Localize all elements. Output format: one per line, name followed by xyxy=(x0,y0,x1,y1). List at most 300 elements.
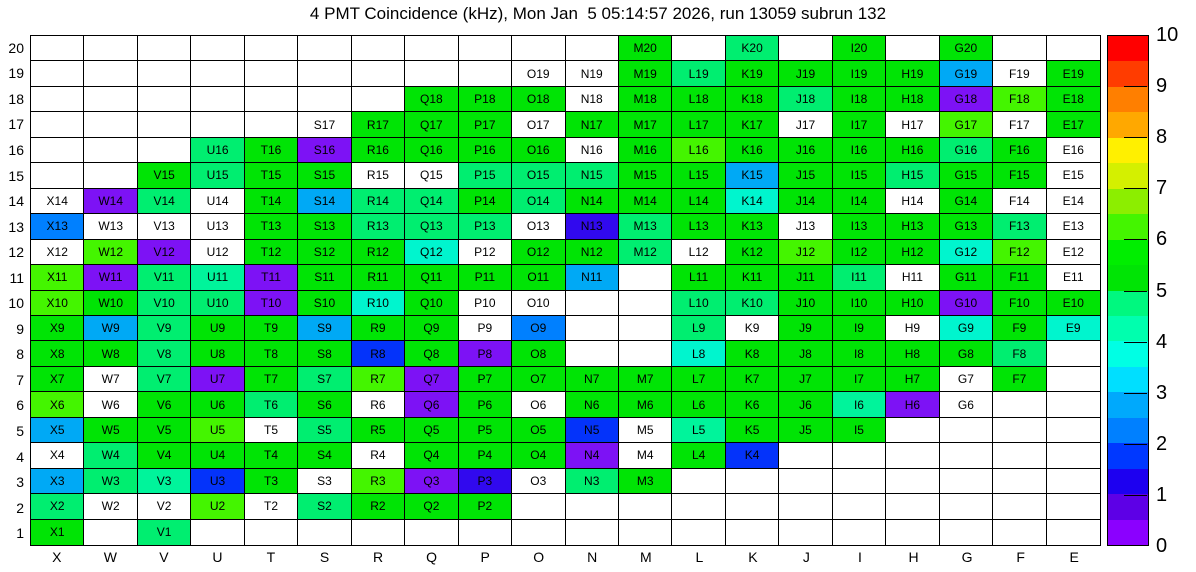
grid-cell: L14 xyxy=(672,189,725,214)
grid-cell: O8 xyxy=(512,341,565,366)
heatmap-grid xyxy=(30,35,1101,546)
grid-cell: R7 xyxy=(352,367,405,392)
grid-cell: X14 xyxy=(31,189,84,214)
grid-cell: J11 xyxy=(779,265,832,290)
grid-cell: U3 xyxy=(191,469,244,494)
grid-cell: M20 xyxy=(619,36,672,61)
grid-cell xyxy=(566,494,619,519)
grid-cell: Q2 xyxy=(405,494,458,519)
grid-cell: H13 xyxy=(886,214,939,239)
grid-cell xyxy=(31,36,84,61)
grid-cell xyxy=(1047,392,1100,417)
row-label: 11 xyxy=(9,269,24,286)
grid-cell: U5 xyxy=(191,418,244,443)
grid-cell xyxy=(84,520,137,545)
grid-cell xyxy=(1047,520,1100,545)
grid-cell: F16 xyxy=(993,138,1046,163)
grid-cell: K18 xyxy=(726,87,779,112)
grid-cell: G12 xyxy=(940,240,993,265)
grid-cell: W11 xyxy=(84,265,137,290)
row-label: 13 xyxy=(8,218,24,235)
grid-cell xyxy=(138,87,191,112)
grid-cell: M18 xyxy=(619,87,672,112)
grid-cell: K6 xyxy=(726,392,779,417)
grid-cell xyxy=(886,443,939,468)
grid-cell: T2 xyxy=(245,494,298,519)
grid-cell xyxy=(940,469,993,494)
grid-cell: J7 xyxy=(779,367,832,392)
grid-cell xyxy=(245,520,298,545)
grid-cell: S13 xyxy=(298,214,351,239)
grid-cell: T15 xyxy=(245,163,298,188)
grid-cell: H10 xyxy=(886,291,939,316)
colorbar-band xyxy=(1108,240,1148,265)
grid-cell: W2 xyxy=(84,494,137,519)
colorbar-band xyxy=(1108,469,1148,494)
grid-cell: N12 xyxy=(566,240,619,265)
grid-cell xyxy=(886,36,939,61)
grid-cell: W5 xyxy=(84,418,137,443)
grid-cell: H14 xyxy=(886,189,939,214)
grid-cell: J9 xyxy=(779,316,832,341)
grid-cell xyxy=(459,61,512,86)
grid-cell: W10 xyxy=(84,291,137,316)
row-label: 19 xyxy=(8,65,24,82)
grid-cell: Q15 xyxy=(405,163,458,188)
grid-cell: I5 xyxy=(833,418,886,443)
col-label: H xyxy=(908,549,919,565)
grid-cell xyxy=(352,36,405,61)
grid-cell: R2 xyxy=(352,494,405,519)
grid-cell: V15 xyxy=(138,163,191,188)
grid-cell xyxy=(619,291,672,316)
grid-cell xyxy=(993,392,1046,417)
grid-cell: F12 xyxy=(993,240,1046,265)
colorbar-band xyxy=(1108,291,1148,316)
grid-cell: X10 xyxy=(31,291,84,316)
grid-cell: W14 xyxy=(84,189,137,214)
grid-cell: F10 xyxy=(993,291,1046,316)
grid-cell: T5 xyxy=(245,418,298,443)
grid-cell xyxy=(138,36,191,61)
grid-cell: K17 xyxy=(726,112,779,137)
grid-cell: X12 xyxy=(31,240,84,265)
grid-cell: P6 xyxy=(459,392,512,417)
grid-cell: R5 xyxy=(352,418,405,443)
grid-cell: I18 xyxy=(833,87,886,112)
grid-cell: O9 xyxy=(512,316,565,341)
grid-cell xyxy=(886,520,939,545)
grid-cell xyxy=(993,494,1046,519)
colorbar-band xyxy=(1108,87,1148,112)
grid-cell: N15 xyxy=(566,163,619,188)
grid-cell: S9 xyxy=(298,316,351,341)
colorbar-tick-label: 6 xyxy=(1156,228,1168,251)
grid-cell xyxy=(566,316,619,341)
grid-cell: W9 xyxy=(84,316,137,341)
grid-cell: Q12 xyxy=(405,240,458,265)
colorbar xyxy=(1107,35,1149,546)
grid-cell xyxy=(940,494,993,519)
grid-cell: U11 xyxy=(191,265,244,290)
grid-cell: E9 xyxy=(1047,316,1100,341)
col-label: O xyxy=(533,549,545,565)
grid-cell xyxy=(566,291,619,316)
colorbar-tick-label: 10 xyxy=(1156,24,1179,46)
grid-cell: X13 xyxy=(31,214,84,239)
colorbar-band xyxy=(1108,418,1148,443)
grid-cell: T9 xyxy=(245,316,298,341)
grid-cell: O14 xyxy=(512,189,565,214)
grid-cell: R15 xyxy=(352,163,405,188)
grid-cell: R13 xyxy=(352,214,405,239)
grid-cell: L19 xyxy=(672,61,725,86)
row-label: 10 xyxy=(8,295,24,312)
grid-cell xyxy=(352,520,405,545)
grid-cell xyxy=(352,87,405,112)
grid-cell: Q3 xyxy=(405,469,458,494)
col-label: M xyxy=(639,549,652,565)
grid-cell: K16 xyxy=(726,138,779,163)
grid-cell: V7 xyxy=(138,367,191,392)
grid-cell: E19 xyxy=(1047,61,1100,86)
grid-cell: U10 xyxy=(191,291,244,316)
grid-cell: J15 xyxy=(779,163,832,188)
grid-cell xyxy=(566,36,619,61)
row-label: 16 xyxy=(8,141,24,158)
grid-cell: K19 xyxy=(726,61,779,86)
grid-cell: G10 xyxy=(940,291,993,316)
grid-cell: V5 xyxy=(138,418,191,443)
grid-cell: M3 xyxy=(619,469,672,494)
grid-cell: J12 xyxy=(779,240,832,265)
grid-cell: F19 xyxy=(993,61,1046,86)
grid-cell: F14 xyxy=(993,189,1046,214)
grid-cell: K11 xyxy=(726,265,779,290)
grid-cell: H6 xyxy=(886,392,939,417)
grid-cell: E11 xyxy=(1047,265,1100,290)
grid-cell: R11 xyxy=(352,265,405,290)
grid-cell: P16 xyxy=(459,138,512,163)
grid-cell: P11 xyxy=(459,265,512,290)
grid-cell: J6 xyxy=(779,392,832,417)
row-label: 1 xyxy=(16,525,24,542)
grid-cell xyxy=(405,520,458,545)
grid-cell: R10 xyxy=(352,291,405,316)
grid-cell: Q13 xyxy=(405,214,458,239)
chart-title: 4 PMT Coincidence (kHz), Mon Jan 5 05:14:57 2026, run 13059 subrun 132 xyxy=(309,4,887,23)
grid-cell: O15 xyxy=(512,163,565,188)
row-label: 8 xyxy=(16,346,24,363)
grid-cell: S7 xyxy=(298,367,351,392)
grid-cell: U9 xyxy=(191,316,244,341)
grid-cell: N19 xyxy=(566,61,619,86)
grid-cell: S15 xyxy=(298,163,351,188)
grid-cell: P4 xyxy=(459,443,512,468)
grid-cell: N6 xyxy=(566,392,619,417)
grid-cell: M5 xyxy=(619,418,672,443)
grid-cell: R6 xyxy=(352,392,405,417)
grid-cell xyxy=(405,36,458,61)
grid-cell: M16 xyxy=(619,138,672,163)
grid-cell: V2 xyxy=(138,494,191,519)
grid-cell xyxy=(512,520,565,545)
grid-cell xyxy=(31,138,84,163)
grid-cell: N5 xyxy=(566,418,619,443)
grid-cell: P9 xyxy=(459,316,512,341)
grid-cell: E18 xyxy=(1047,87,1100,112)
grid-cell: G8 xyxy=(940,341,993,366)
grid-cell: T14 xyxy=(245,189,298,214)
grid-cell xyxy=(245,61,298,86)
grid-cell: J18 xyxy=(779,87,832,112)
grid-cell: V13 xyxy=(138,214,191,239)
grid-cell: G19 xyxy=(940,61,993,86)
grid-cell xyxy=(1047,494,1100,519)
grid-cell: N13 xyxy=(566,214,619,239)
col-label: V xyxy=(159,549,169,565)
grid-cell: U15 xyxy=(191,163,244,188)
col-label: J xyxy=(802,549,810,565)
col-label: W xyxy=(103,549,117,565)
col-label: G xyxy=(961,549,973,565)
grid-cell: J17 xyxy=(779,112,832,137)
row-label: 2 xyxy=(16,499,24,516)
grid-cell: V6 xyxy=(138,392,191,417)
grid-cell: X7 xyxy=(31,367,84,392)
grid-cell: P8 xyxy=(459,341,512,366)
grid-cell: H11 xyxy=(886,265,939,290)
grid-cell: H16 xyxy=(886,138,939,163)
grid-cell xyxy=(619,494,672,519)
grid-cell xyxy=(298,61,351,86)
grid-cell xyxy=(940,443,993,468)
grid-cell: O6 xyxy=(512,392,565,417)
grid-cell: T3 xyxy=(245,469,298,494)
grid-cell: W13 xyxy=(84,214,137,239)
grid-cell: W7 xyxy=(84,367,137,392)
colorbar-band xyxy=(1108,189,1148,214)
grid-cell xyxy=(940,520,993,545)
grid-cell: W3 xyxy=(84,469,137,494)
grid-cell: K10 xyxy=(726,291,779,316)
grid-cell: M7 xyxy=(619,367,672,392)
grid-cell: L8 xyxy=(672,341,725,366)
grid-cell: U16 xyxy=(191,138,244,163)
grid-cell xyxy=(84,112,137,137)
grid-cell: T8 xyxy=(245,341,298,366)
grid-cell: L13 xyxy=(672,214,725,239)
row-label: 12 xyxy=(8,244,24,261)
grid-cell xyxy=(298,36,351,61)
grid-cell: T10 xyxy=(245,291,298,316)
grid-cell xyxy=(993,469,1046,494)
grid-cell: G6 xyxy=(940,392,993,417)
grid-cell: X1 xyxy=(31,520,84,545)
grid-cell: F15 xyxy=(993,163,1046,188)
grid-cell xyxy=(619,341,672,366)
grid-cell: P3 xyxy=(459,469,512,494)
colorbar-tick-label: 1 xyxy=(1156,483,1168,506)
grid-cell: E16 xyxy=(1047,138,1100,163)
grid-cell: K12 xyxy=(726,240,779,265)
grid-cell: T7 xyxy=(245,367,298,392)
grid-cell xyxy=(940,418,993,443)
col-label: X xyxy=(52,549,62,565)
grid-cell xyxy=(191,36,244,61)
colorbar-band xyxy=(1108,494,1148,519)
grid-cell: O18 xyxy=(512,87,565,112)
col-label: E xyxy=(1069,549,1079,565)
grid-cell: L17 xyxy=(672,112,725,137)
col-label: Q xyxy=(426,549,438,565)
grid-cell: I11 xyxy=(833,265,886,290)
grid-cell: U2 xyxy=(191,494,244,519)
colorbar-tick-label: 0 xyxy=(1156,535,1168,557)
grid-cell: N11 xyxy=(566,265,619,290)
grid-cell xyxy=(298,87,351,112)
colorbar-band xyxy=(1108,36,1148,61)
grid-cell: U4 xyxy=(191,443,244,468)
grid-cell xyxy=(191,520,244,545)
col-label: K xyxy=(748,549,758,565)
grid-cell: R8 xyxy=(352,341,405,366)
grid-cell: S5 xyxy=(298,418,351,443)
grid-cell: Q5 xyxy=(405,418,458,443)
grid-cell: X9 xyxy=(31,316,84,341)
grid-cell: I20 xyxy=(833,36,886,61)
grid-cell xyxy=(84,163,137,188)
grid-cell: K14 xyxy=(726,189,779,214)
row-label: 6 xyxy=(16,397,24,414)
grid-cell xyxy=(1047,36,1100,61)
colorbar-band xyxy=(1108,392,1148,417)
grid-cell: S17 xyxy=(298,112,351,137)
grid-cell xyxy=(833,443,886,468)
colorbar-band xyxy=(1108,367,1148,392)
grid-cell xyxy=(993,36,1046,61)
grid-cell: P2 xyxy=(459,494,512,519)
grid-cell: L5 xyxy=(672,418,725,443)
grid-cell: K13 xyxy=(726,214,779,239)
grid-cell: S14 xyxy=(298,189,351,214)
grid-cell: L10 xyxy=(672,291,725,316)
grid-cell: G15 xyxy=(940,163,993,188)
grid-cell xyxy=(31,112,84,137)
grid-cell: N3 xyxy=(566,469,619,494)
grid-cell: L9 xyxy=(672,316,725,341)
grid-cell: R14 xyxy=(352,189,405,214)
grid-cell xyxy=(1047,341,1100,366)
grid-cell: J19 xyxy=(779,61,832,86)
grid-cell xyxy=(138,138,191,163)
y-axis-labels xyxy=(0,35,24,546)
grid-cell xyxy=(886,418,939,443)
col-label: T xyxy=(266,549,276,565)
grid-cell xyxy=(726,494,779,519)
grid-cell: I8 xyxy=(833,341,886,366)
grid-cell: E17 xyxy=(1047,112,1100,137)
grid-cell: E14 xyxy=(1047,189,1100,214)
grid-cell xyxy=(512,36,565,61)
grid-cell: F7 xyxy=(993,367,1046,392)
grid-cell: P5 xyxy=(459,418,512,443)
grid-cell: F11 xyxy=(993,265,1046,290)
grid-cell: R4 xyxy=(352,443,405,468)
x-axis-labels xyxy=(30,549,1101,565)
grid-cell: S6 xyxy=(298,392,351,417)
grid-cell xyxy=(138,61,191,86)
grid-cell: F17 xyxy=(993,112,1046,137)
grid-cell: R17 xyxy=(352,112,405,137)
grid-cell: S2 xyxy=(298,494,351,519)
grid-cell: O12 xyxy=(512,240,565,265)
grid-cell: O17 xyxy=(512,112,565,137)
grid-cell: J8 xyxy=(779,341,832,366)
grid-cell: V14 xyxy=(138,189,191,214)
grid-cell: P15 xyxy=(459,163,512,188)
grid-cell: F8 xyxy=(993,341,1046,366)
grid-cell xyxy=(84,87,137,112)
grid-cell xyxy=(459,36,512,61)
grid-cell: G11 xyxy=(940,265,993,290)
colorbar-band xyxy=(1108,443,1148,468)
grid-cell: T4 xyxy=(245,443,298,468)
grid-cell: V4 xyxy=(138,443,191,468)
row-label: 5 xyxy=(16,422,24,439)
col-label: R xyxy=(372,549,384,565)
grid-cell: E13 xyxy=(1047,214,1100,239)
grid-cell xyxy=(1047,443,1100,468)
row-label: 14 xyxy=(8,193,24,210)
grid-cell: I16 xyxy=(833,138,886,163)
grid-cell: P7 xyxy=(459,367,512,392)
grid-cell xyxy=(298,520,351,545)
grid-cell: P13 xyxy=(459,214,512,239)
grid-cell: F13 xyxy=(993,214,1046,239)
grid-cell: L15 xyxy=(672,163,725,188)
grid-cell: W4 xyxy=(84,443,137,468)
grid-cell: G18 xyxy=(940,87,993,112)
grid-cell xyxy=(1047,469,1100,494)
row-label: 4 xyxy=(16,448,24,465)
grid-cell: W8 xyxy=(84,341,137,366)
grid-cell: K5 xyxy=(726,418,779,443)
grid-cell xyxy=(726,520,779,545)
grid-cell: X3 xyxy=(31,469,84,494)
colorbar-band xyxy=(1108,265,1148,290)
grid-cell xyxy=(779,469,832,494)
grid-cell: M19 xyxy=(619,61,672,86)
grid-cell: L7 xyxy=(672,367,725,392)
grid-cell: I15 xyxy=(833,163,886,188)
grid-cell xyxy=(619,316,672,341)
grid-cell: W6 xyxy=(84,392,137,417)
grid-cell xyxy=(779,36,832,61)
grid-cell: H19 xyxy=(886,61,939,86)
grid-cell: Q18 xyxy=(405,87,458,112)
grid-cell: Q14 xyxy=(405,189,458,214)
grid-cell: J16 xyxy=(779,138,832,163)
grid-cell: K7 xyxy=(726,367,779,392)
grid-cell: E15 xyxy=(1047,163,1100,188)
grid-cell xyxy=(405,61,458,86)
grid-cell: I12 xyxy=(833,240,886,265)
grid-cell: G13 xyxy=(940,214,993,239)
grid-cell: M6 xyxy=(619,392,672,417)
grid-cell: I7 xyxy=(833,367,886,392)
colorbar-tick-label: 3 xyxy=(1156,381,1168,404)
